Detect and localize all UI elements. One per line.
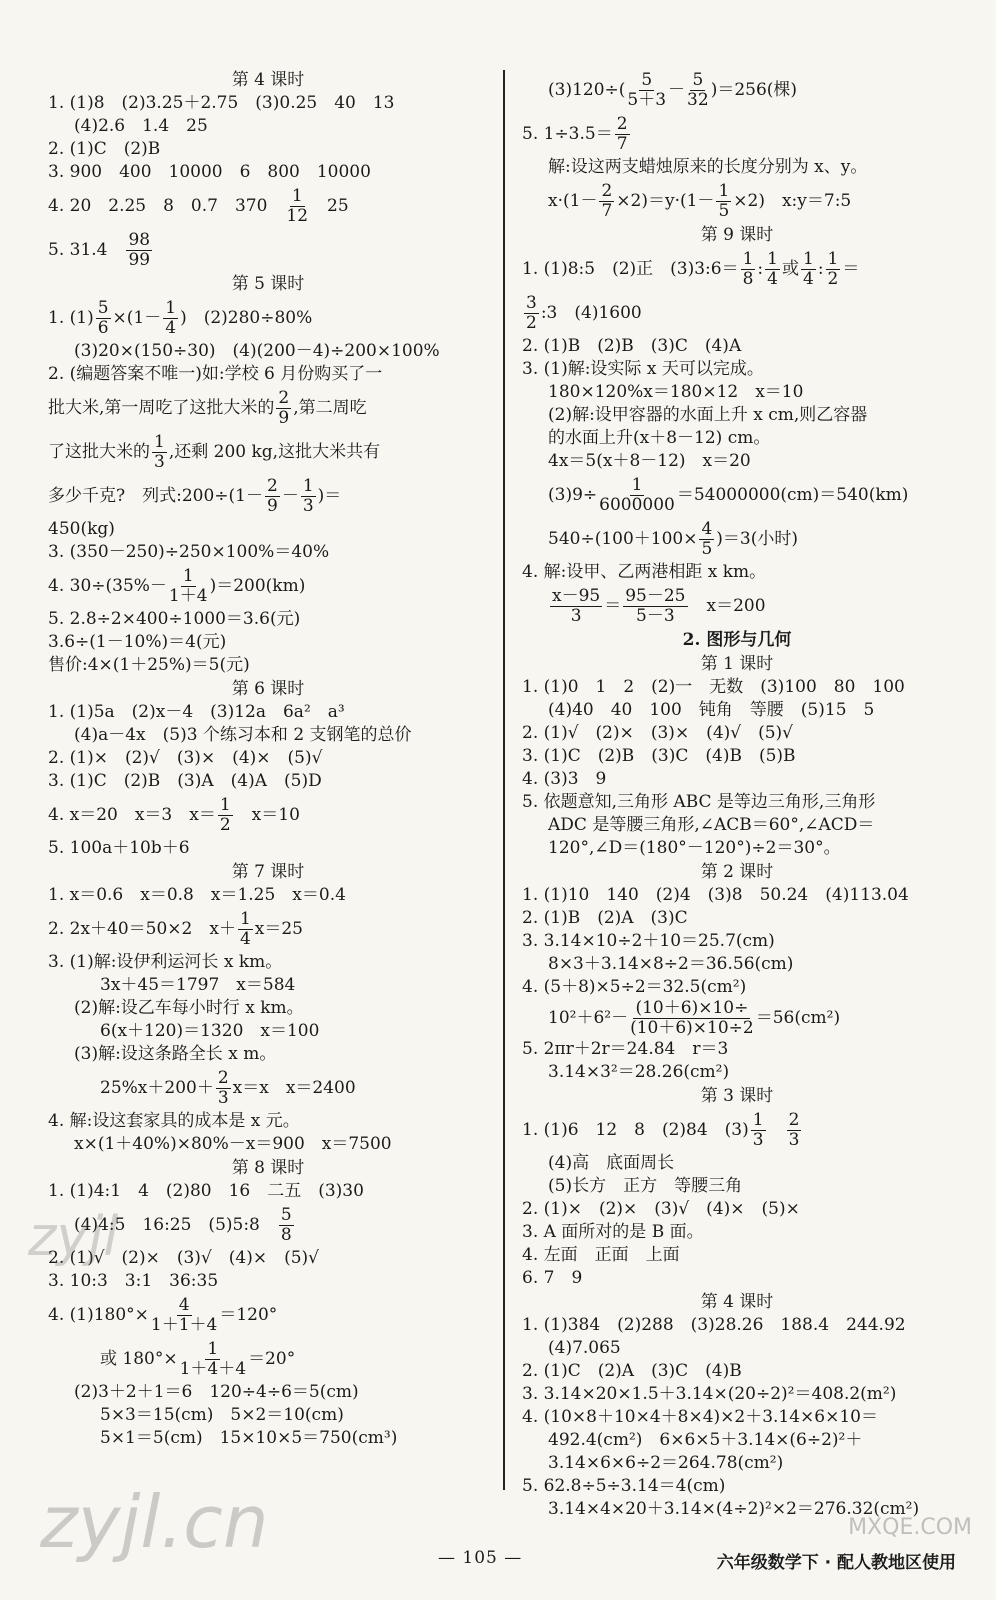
answer-line: 2. (1)× (2)√ (3)× (4)× (5)√ [48,748,323,768]
answer-line: 5. 100a＋10b＋6 [48,838,190,858]
answer-line: 4. x＝20 x＝3 x＝ $\frac{1}{2}$ x＝10 [48,795,300,835]
answer-line: (4)40 40 100 钝角 等腰 (5)15 5 [548,700,875,720]
fraction: $\frac{1}{1+4+4}$ [179,1339,247,1379]
answer-line: 3x＋45＝1797 x＝584 [100,975,296,995]
lesson-heading: 第 2 课时 [700,862,774,882]
fraction: $\frac{1}{8}$ [742,249,754,289]
fraction: $\frac{1}{2}$ [219,795,231,835]
fraction: $\frac{2}{9}$ [266,476,278,516]
fraction: $\frac{5}{5+3}$ [627,70,667,110]
answer-line: (3)20×(150÷30) (4)(200－4)÷200×100% [74,341,440,361]
answer-line: 3.14×6×6÷2＝264.78(cm²) [548,1453,784,1473]
fraction: $\frac{2}{9}$ [278,388,290,428]
fraction: $\frac{5}{8}$ [280,1205,292,1245]
answer-line: 3. (1)C (2)B (3)C (4)B (5)B [522,746,796,766]
answer-line: (3)120÷( $\frac{5}{5+3}$ － $\frac{5}{32}$ )＝256(棵) [548,70,798,110]
answer-line: 5×1＝5(cm) 15×10×5＝750(cm³) [100,1428,398,1448]
fraction: $\frac{4}{5}$ [701,519,713,559]
answer-line: 3. 3.14×20×1.5＋3.14×(20÷2)²＝408.2(m²) [522,1384,897,1404]
answer-line: 4. 30÷(35%－ $\frac{1}{1+4}$ )＝200(km) [48,566,306,606]
answer-line: 2. (1)C (2)A (3)C (4)B [522,1361,742,1381]
fraction: $\frac{1}{3}$ [752,1110,764,1150]
watermark-mxqe: MXQE.COM [848,1515,972,1540]
answer-line: 售价:4×(1＋25%)＝5(元) [48,655,250,675]
answer-line: 3. (1)解:设伊利运河长 x km。 [48,952,283,972]
answer-line: 2. 2x＋40＝50×2 x＋ $\frac{1}{4}$ x＝25 [48,909,304,949]
fraction: $\frac{3}{2}$ [526,293,537,333]
answer-line: 492.4(cm²) 6×6×5＋3.14×(6÷2)²＋ [548,1430,863,1450]
watermark-zyjl: zyjl [28,1205,119,1268]
answer-line: 4. (5＋8)×5÷2＝32.5(cm²) [522,977,747,997]
answer-line: x·(1－ $\frac{2}{7}$ ×2)＝y·(1－ $\frac{1}{5}$ ×2) x:y＝7:5 [548,181,852,221]
answer-line: 3. (350－250)÷250×100%＝40% [48,542,330,562]
fraction: $\frac{95-25}{5-3}$ [625,586,686,626]
answer-line: 解:设这两支蜡烛原来的长度分别为 x、y。 [548,157,868,177]
fraction: $\frac{1}{4}$ [802,249,814,289]
answer-line: 540÷(100＋100× $\frac{4}{5}$ )＝3(小时) [548,519,799,559]
page-number: — 105 — [438,1548,523,1568]
fraction: $\frac{x-95}{3}$ [552,586,601,626]
fraction: $\frac{98}{99}$ [128,230,151,270]
column-divider [503,70,505,1490]
fraction: $\frac{2}{3}$ [217,1068,229,1108]
answer-line: 5. 31.4 $\frac{98}{99}$ [48,230,151,270]
lesson-heading: 第 7 课时 [231,862,305,882]
fraction: $\frac{2}{7}$ [601,181,613,221]
answer-line: (3)9÷ $\frac{1}{6000000}$ ＝54000000(cm)＝540(km) [548,475,909,515]
answer-line: 2. (编题答案不唯一)如:学校 6 月份购买了一 [48,364,383,384]
fraction: $\frac{1}{4}$ [767,249,778,289]
lesson-heading: 第 8 课时 [231,1158,305,1178]
book-subject: 六年级数学下 · 配人教地区使用 [716,1553,956,1573]
answer-line: 2. (1)C (2)B [48,139,161,159]
answer-line: 5×3＝15(cm) 5×2＝10(cm) [100,1405,344,1425]
answer-line: 4x＝5(x＋8－12) x＝20 [548,451,751,471]
answer-line: 4. (1)180°× $\frac{4}{1+1+4}$ ＝120° [48,1295,278,1335]
fraction: $\frac{2}{3}$ [788,1110,800,1150]
answer-line: 的水面上升(x＋8－12) cm。 [548,428,771,448]
section-heading: 2. 图形与几何 [682,630,792,650]
answer-line: 1. (1)8 (2)3.25＋2.75 (3)0.25 40 13 [48,93,395,113]
fraction: $\frac{(10+6)\times 10\div}{(10+6)\times 10\div 2}$ [630,998,754,1038]
answer-line: 多少千克? 列式:200÷(1－ $\frac{2}{9}$ － $\frac{1}{3}$ )＝ [48,476,342,516]
answer-line: 120°,∠D＝(180°－120°)÷2＝30°。 [548,838,841,858]
lesson-heading: 第 4 课时 [700,1292,774,1312]
answer-line: (4)a－4x (5)3 个练习本和 2 支钢笔的总价 [74,725,412,745]
answer-line: 3. (1)解:设实际 x 天可以完成。 [522,359,764,379]
lesson-heading: 第 6 课时 [231,679,305,699]
answer-line: 1. (1)6 12 8 (2)84 (3) $\frac{1}{3}$ $\frac{2}{3}$ [522,1110,800,1150]
answer-line: 2. (1)√ (2)× (3)√ (4)× (5)√ [48,1248,320,1268]
answer-line: 5. 1÷3.5＝ $\frac{2}{7}$ [522,114,628,154]
lesson-heading: 第 4 课时 [231,70,305,90]
answer-line: $\frac{3}{2}$ :3 (4)1600 [526,293,642,333]
answer-line: 3. (1)C (2)B (3)A (4)A (5)D [48,771,322,791]
answer-line: 5. 2πr＋2r＝24.84 r＝3 [522,1039,729,1059]
answer-line: 3. A 面所对的是 B 面。 [522,1222,704,1242]
answer-line: 4. 20 2.25 8 0.7 370 $\frac{1}{12}$ 25 [48,186,349,226]
answer-line: 4. 解:设甲、乙两港相距 x km。 [522,562,767,582]
answer-line: 4. 左面 正面 上面 [522,1245,680,1265]
fraction: $\frac{1}{2}$ [827,249,839,289]
answer-line: (4)高 底面周长 [548,1153,675,1173]
answer-line: 批大米,第一周吃了这批大米的 $\frac{2}{9}$ ,第二周吃 [48,388,367,428]
answer-line: 2. (1)B (2)A (3)C [522,908,688,928]
page-footer [0,1544,996,1584]
answer-line: 3. 900 400 10000 6 800 10000 [48,162,371,182]
answer-line: 1. (1)5a (2)x－4 (3)12a 6a² a³ [48,702,345,722]
answer-line: (4)2.6 1.4 25 [74,116,208,136]
watermark-zyjl-cn: zyjl.cn [40,1480,269,1564]
answer-line: (2)3＋2＋1＝6 120÷4÷6＝5(cm) [74,1382,359,1402]
answer-line: 1. (1)0 1 2 (2)一 无数 (3)100 80 100 [522,677,905,697]
answer-line: 450(kg) [48,519,115,539]
fraction: $\frac{1}{12}$ [286,186,309,226]
answer-line: 6(x＋120)＝1320 x＝100 [100,1021,320,1041]
answer-line: 3.14×3²＝28.26(cm²) [548,1062,730,1082]
answer-line: 了这批大米的 $\frac{1}{3}$ ,还剩 200 kg,这批大米共有 [48,432,381,472]
answer-line: (5)长方 正方 等腰三角 [548,1176,743,1196]
answer-line: 6. 7 9 [522,1268,583,1288]
answer-line: 5. 2.8÷2×400÷1000＝3.6(元) [48,609,301,629]
fraction: $\frac{1}{3}$ [154,432,165,472]
lesson-heading: 第 3 课时 [700,1086,774,1106]
answer-line: (2)解:设乙车每小时行 x km。 [74,998,304,1018]
fraction: $\frac{1}{1+4}$ [168,566,208,606]
answer-line: 25%x＋200＋ $\frac{2}{3}$ x＝x x＝2400 [100,1068,356,1108]
answer-line: 3. 10:3 3:1 36:35 [48,1271,219,1291]
fraction: $\frac{1}{4}$ [239,909,251,949]
fraction: $\frac{1}{4}$ [165,298,177,338]
lesson-heading: 第 1 课时 [700,654,774,674]
lesson-heading: 第 5 课时 [231,274,305,294]
fraction: $\frac{1}{3}$ [302,476,314,516]
fraction: $\frac{1}{6000000}$ [599,475,675,515]
answer-line: 180×120%x＝180×12 x＝10 [548,382,804,402]
fraction: $\frac{1}{5}$ [718,181,730,221]
answer-line: 3. 3.14×10÷2＋10＝25.7(cm) [522,931,775,951]
fraction: $\frac{5}{6}$ [97,298,109,338]
answer-line: 4. 解:设这套家具的成本是 x 元。 [48,1111,300,1131]
answer-line: (4)7.065 [548,1338,621,1358]
answer-line: (4)4:5 16:25 (5)5:8 $\frac{5}{8}$ [74,1205,292,1245]
answer-line: 1. x＝0.6 x＝0.8 x＝1.25 x＝0.4 [48,885,346,905]
answer-line: 1. (1) $\frac{5}{6}$ ×(1－ $\frac{1}{4}$ ) (2)280÷80% [48,298,313,338]
answer-line: $\frac{x-95}{3}$ ＝ $\frac{95-25}{5-3}$ x＝200 [552,586,766,626]
answer-line: (3)解:设这条路全长 x m。 [74,1044,277,1064]
answer-line: 3.14×4×20＋3.14×(4÷2)²×2＝276.32(cm²) [548,1499,920,1519]
answer-line: 1. (1)8:5 (2)正 (3)3:6＝ $\frac{1}{8}$ : $\frac{1}{4}$ 或 $\frac{1}{4}$ : $\frac{1}{2}$ ＝ [522,249,860,289]
answer-line: 2. (1)B (2)B (3)C (4)A [522,336,742,356]
answer-line: 4. (3)3 9 [522,769,607,789]
answer-line: 1. (1)4:1 4 (2)80 16 二五 (3)30 [48,1181,364,1201]
answer-line: (2)解:设甲容器的水面上升 x cm,则乙容器 [548,405,868,425]
answer-line: 3.6÷(1－10%)＝4(元) [48,632,227,652]
answer-line: 1. (1)384 (2)288 (3)28.26 188.4 244.92 [522,1315,906,1335]
answer-column-right [522,68,952,1521]
answer-line: 1. (1)10 140 (2)4 (3)8 50.24 (4)113.04 [522,885,909,905]
answer-line: 5. 62.8÷5÷3.14＝4(cm) [522,1476,726,1496]
answer-line: 2. (1)√ (2)× (3)× (4)√ (5)√ [522,723,794,743]
answer-line: x×(1＋40%)×80%－x＝900 x＝7500 [74,1134,392,1154]
lesson-heading: 第 9 课时 [700,225,774,245]
fraction: $\frac{5}{32}$ [687,70,709,110]
answer-line: 或 180°× $\frac{1}{1+4+4}$ ＝20° [100,1339,296,1379]
answer-line: 8×3＋3.14×8÷2＝36.56(cm) [548,954,794,974]
answer-line: 5. 依题意知,三角形 ABC 是等边三角形,三角形 [522,792,876,812]
answer-line: 10²＋6²－ $\frac{(10+6)\times 10\div}{(10+6)\times 10\div 2}$ ＝56(cm²) [548,998,841,1038]
answer-line: 2. (1)× (2)× (3)√ (4)× (5)× [522,1199,800,1219]
fraction: $\frac{4}{1+1+4}$ [150,1295,218,1335]
fraction: $\frac{2}{7}$ [616,114,628,154]
answer-line: ADC 是等腰三角形,∠ACB＝60°,∠ACD＝ [548,815,875,835]
answer-line: 4. (10×8＋10×4＋8×4)×2＋3.14×6×10＝ [522,1407,878,1427]
